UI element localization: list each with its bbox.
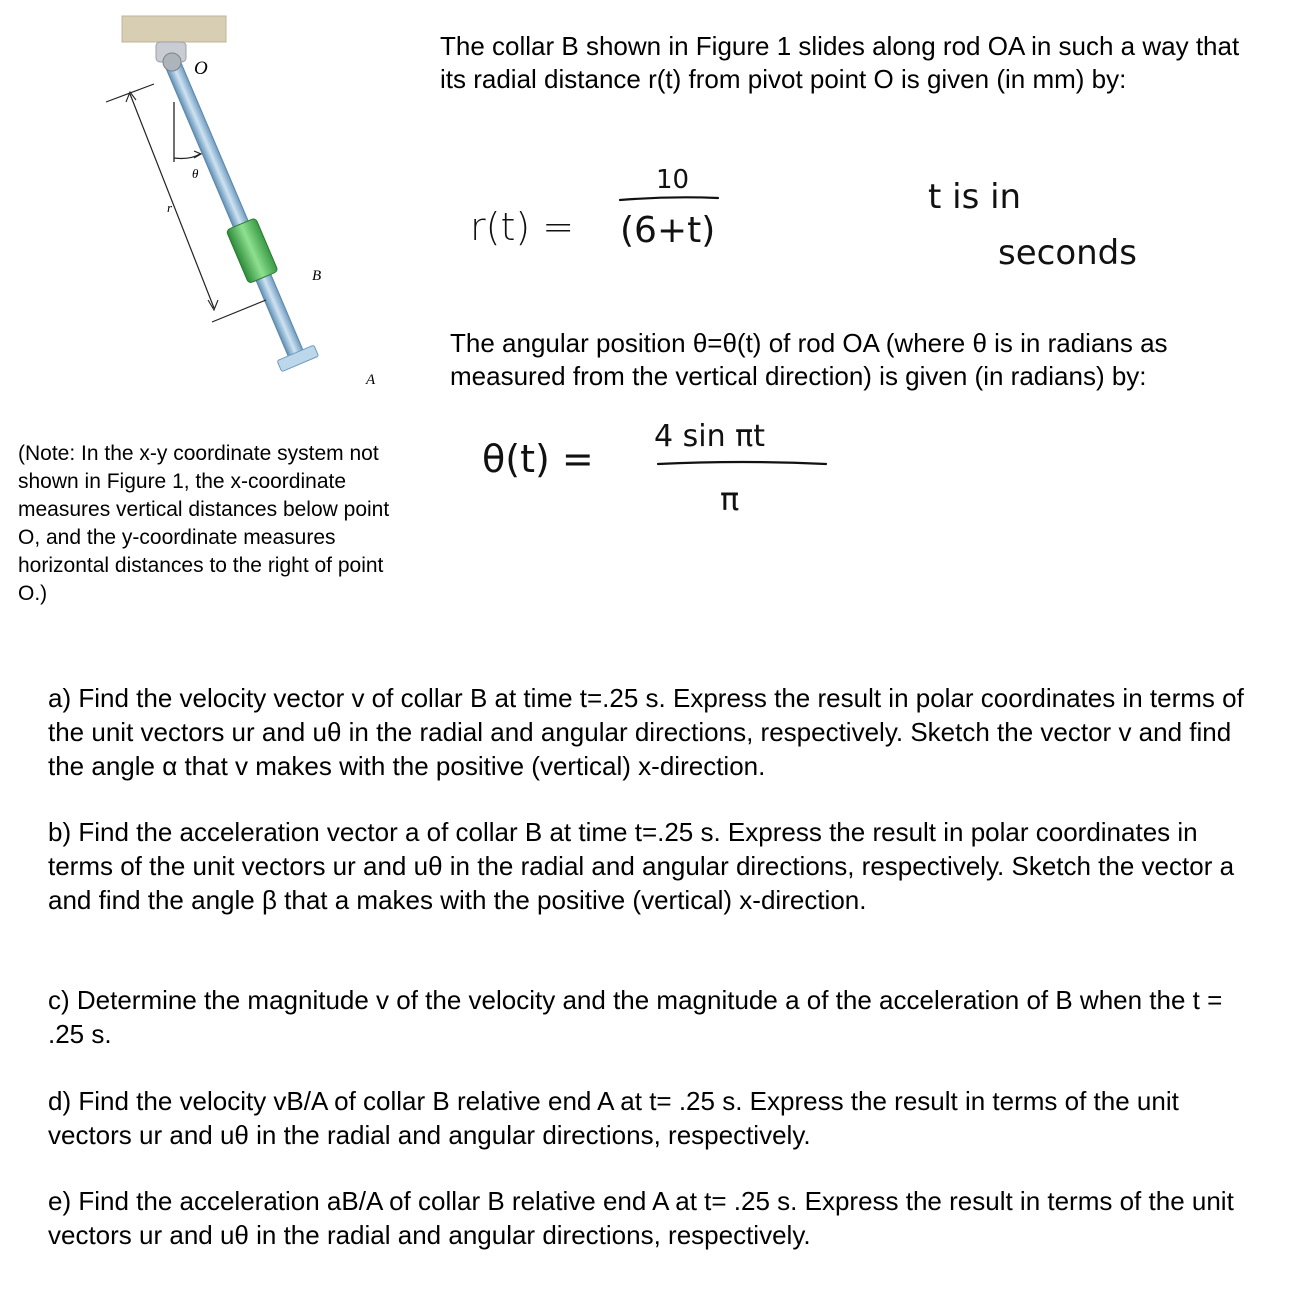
coordinate-note: (Note: In the x-y coordinate system not shown in Figure 1, the x-coordinate measures vertical distances below point O, and the y-coordinate measures horizontal distances to the right of point O.) bbox=[18, 442, 390, 605]
label-theta: θ bbox=[192, 166, 199, 181]
label-b: B bbox=[312, 268, 322, 284]
label-a: A bbox=[366, 372, 376, 388]
question-d: d) Find the velocity vB/A of collar B relative end A at t= .25 s. Express the result in terms of the unit vectors ur and uθ in the radial and angular directions, respectively. bbox=[48, 1086, 1179, 1150]
question-b: b) Find the acceleration vector a of collar B at time t=.25 s. Express the result in polar coordinates in terms of the unit vectors ur and uθ in the radial and angular directions, respectively. Sketch the vector a and find the angle β that a makes with the positive (vertical) x-direction. bbox=[48, 817, 1235, 915]
r-formula-denominator: (6+t) bbox=[620, 210, 716, 251]
time-units-line2: seconds bbox=[998, 233, 1137, 273]
time-units-note bbox=[920, 168, 1200, 278]
theta-formula-lhs: θ(t) = bbox=[482, 437, 594, 481]
r-formula-fraction-bar bbox=[620, 197, 718, 200]
theta-arrowhead bbox=[194, 151, 201, 158]
theta-formula-numerator: 4 sin πt bbox=[654, 419, 765, 454]
label-r: r bbox=[167, 200, 173, 215]
question-c: c) Determine the magnitude v of the velocity and the magnitude a of the acceleration of B when the t = .25 s. bbox=[48, 985, 1223, 1049]
figure-1-diagram bbox=[90, 10, 410, 410]
angular-description: The angular position θ=θ(t) of rod OA (where θ is in radians as measured from the vertical direction) is given (in radians) by: bbox=[450, 328, 1168, 391]
r-formula-lhs: r(t) = bbox=[470, 205, 575, 249]
r-dimension-tick-bottom bbox=[212, 300, 266, 322]
time-units-line1: t is in bbox=[928, 177, 1022, 217]
collar-b bbox=[226, 218, 278, 284]
handwritten-theta-formula bbox=[482, 412, 842, 522]
question-e: e) Find the acceleration aB/A of collar B relative end A at t= .25 s. Express the result in terms of the unit vectors ur and uθ in the radial and angular directions, respectively. bbox=[48, 1186, 1234, 1250]
pivot-o bbox=[163, 53, 181, 71]
theta-formula-denominator: π bbox=[720, 480, 740, 518]
handwritten-r-formula bbox=[470, 160, 770, 270]
ceiling-support bbox=[122, 16, 226, 42]
r-formula-numerator: 10 bbox=[656, 165, 690, 195]
collar-description: The collar B shown in Figure 1 slides along rod OA in such a way that its radial distance r(t) from pivot point O is given (in mm) by: bbox=[440, 31, 1240, 94]
label-o: O bbox=[194, 58, 208, 79]
theta-formula-fraction-bar bbox=[658, 462, 826, 464]
question-a: a) Find the velocity vector v of collar B at time t=.25 s. Express the result in polar coordinates in terms of the unit vectors ur and uθ in the radial and angular directions, respectively. Sketch the vector v and find the angle α that v makes with the positive (vertical) x-direction. bbox=[48, 683, 1244, 781]
